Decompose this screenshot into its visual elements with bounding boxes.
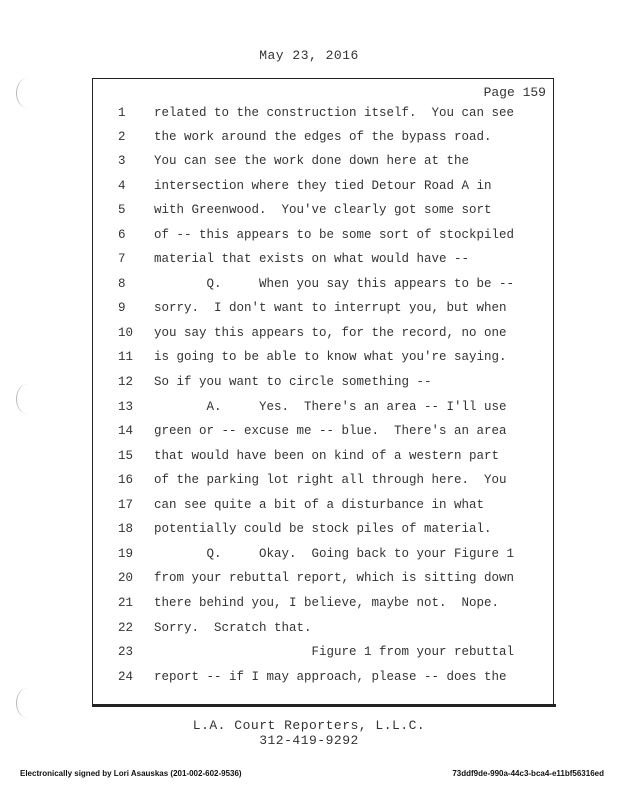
transcript-line (92, 642, 552, 662)
transcript-line (92, 519, 552, 539)
transcript-line (92, 397, 552, 417)
line-number: 17 (118, 498, 134, 512)
transcript-date: May 23, 2016 (259, 48, 359, 63)
line-text: A. Yes. There's an area -- I'll use (154, 400, 507, 414)
transcript-line (92, 249, 552, 269)
transcript-line (92, 618, 552, 638)
transcript-line (92, 347, 552, 367)
line-number: 12 (118, 375, 134, 389)
frame-bottom-rule (92, 704, 556, 707)
line-text: material that exists on what would have -- (154, 252, 470, 266)
line-text: of the parking lot right all through here. You (154, 473, 507, 487)
line-number: 10 (118, 326, 134, 340)
line-number: 19 (118, 547, 134, 561)
electronic-signature: Electronically signed by Lori Asauskas (201-002-602-9536) (20, 769, 242, 778)
transcript-line (92, 372, 552, 392)
line-number: 3 (118, 154, 126, 168)
line-number: 11 (118, 350, 134, 364)
line-number: 1 (118, 106, 126, 120)
hole-punch-mark-bottom (16, 688, 39, 718)
line-number: 13 (118, 400, 134, 414)
line-text: potentially could be stock piles of material. (154, 522, 492, 536)
line-text: the work around the edges of the bypass road. (154, 130, 492, 144)
hole-punch-mark-top (16, 78, 39, 108)
line-number: 24 (118, 670, 134, 684)
court-reporter-name: L.A. Court Reporters, L.L.C. (192, 718, 426, 733)
line-text: you say this appears to, for the record, no one (154, 326, 507, 340)
line-text: green or -- excuse me -- blue. There's an area (154, 424, 507, 438)
transcript-line (92, 176, 552, 196)
line-text: related to the construction itself. You can see (154, 106, 515, 120)
transcript-line (92, 470, 552, 490)
line-text: of -- this appears to be some sort of stockpiled (154, 228, 515, 242)
transcript-line (92, 544, 552, 564)
transcript-line (92, 568, 552, 588)
line-text: You can see the work done down here at the (154, 154, 470, 168)
court-reporter-phone: 312-419-9292 (259, 733, 359, 748)
line-text: from your rebuttal report, which is sitting down (154, 571, 515, 585)
hole-punch-mark-middle (16, 384, 39, 414)
line-text: intersection where they tied Detour Road A in (154, 179, 492, 193)
line-text: Figure 1 from your rebuttal (154, 645, 515, 659)
transcript-line (92, 667, 552, 687)
page-number: Page 159 (483, 85, 546, 100)
line-number: 5 (118, 203, 126, 217)
line-number: 21 (118, 596, 134, 610)
line-number: 22 (118, 621, 134, 635)
transcript-line (92, 495, 552, 515)
line-number: 16 (118, 473, 134, 487)
line-text: can see quite a bit of a disturbance in what (154, 498, 485, 512)
transcript-line (92, 103, 552, 123)
transcript-line (92, 127, 552, 147)
transcript-line (92, 323, 552, 343)
line-number: 4 (118, 179, 126, 193)
line-text: there behind you, I believe, maybe not. Nope. (154, 596, 500, 610)
line-number: 23 (118, 645, 134, 659)
line-number: 15 (118, 449, 134, 463)
line-text: sorry. I don't want to interrupt you, but when (154, 301, 507, 315)
line-text: Q. When you say this appears to be -- (154, 277, 515, 291)
line-number: 6 (118, 228, 126, 242)
line-number: 8 (118, 277, 126, 291)
line-number: 7 (118, 252, 126, 266)
transcript-line (92, 151, 552, 171)
transcript-line (92, 421, 552, 441)
line-text: So if you want to circle something -- (154, 375, 432, 389)
line-number: 14 (118, 424, 134, 438)
line-number: 18 (118, 522, 134, 536)
transcript-line (92, 446, 552, 466)
transcript-line (92, 298, 552, 318)
line-text: Q. Okay. Going back to your Figure 1 (154, 547, 515, 561)
transcript-line (92, 593, 552, 613)
line-number: 9 (118, 301, 126, 315)
line-text: is going to be able to know what you're saying. (154, 350, 507, 364)
line-text: that would have been on kind of a western part (154, 449, 500, 463)
line-text: report -- if I may approach, please -- does the (154, 670, 507, 684)
line-text: with Greenwood. You've clearly got some sort (154, 203, 492, 217)
line-number: 20 (118, 571, 134, 585)
transcript-line (92, 225, 552, 245)
document-id: 73ddf9de-990a-44c3-bca4-e11bf56316ed (452, 769, 604, 778)
transcript-line (92, 200, 552, 220)
line-number: 2 (118, 130, 126, 144)
transcript-line (92, 274, 552, 294)
line-text: Sorry. Scratch that. (154, 621, 312, 635)
